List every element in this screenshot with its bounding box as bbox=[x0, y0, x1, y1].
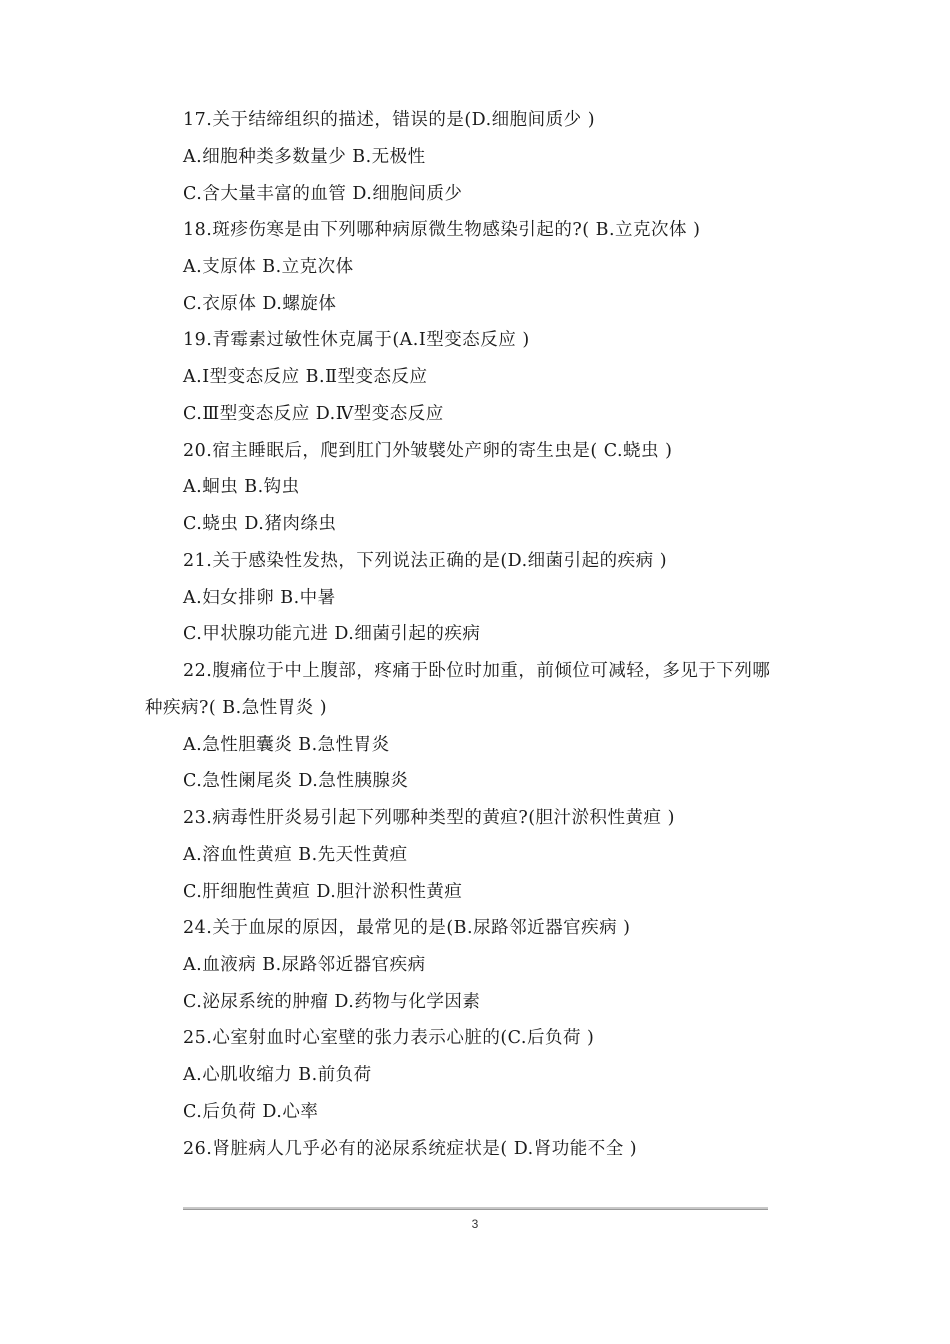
question-26: 26.肾脏病人几乎必有的泌尿系统症状是( D.肾功能不全 ) bbox=[183, 1139, 638, 1159]
question-20-options-ab: A.蛔虫 B.钩虫 bbox=[183, 477, 300, 497]
question-19-options-ab: A.Ⅰ型变态反应 B.Ⅱ型变态反应 bbox=[183, 367, 428, 387]
question-21-options-ab: A.妇女排卵 B.中暑 bbox=[183, 588, 336, 608]
question-20-options-cd: C.蛲虫 D.猪肉绦虫 bbox=[183, 514, 337, 534]
question-23-options-cd: C.肝细胞性黄疸 D.胆汁淤积性黄疸 bbox=[183, 882, 463, 902]
footer-divider bbox=[183, 1207, 768, 1210]
question-22-options-ab: A.急性胆囊炎 B.急性胃炎 bbox=[183, 735, 390, 755]
question-22: 22.腹痛位于中上腹部，疼痛于卧位时加重，前倾位可减轻，多见于下列哪 bbox=[183, 661, 771, 681]
question-19: 19.青霉素过敏性休克属于(A.Ⅰ型变态反应 ) bbox=[183, 330, 530, 350]
question-17: 17.关于结缔组织的描述，错误的是(D.细胞间质少 ) bbox=[183, 110, 596, 130]
question-19-options-cd: C.Ⅲ型变态反应 D.Ⅳ型变态反应 bbox=[183, 404, 444, 424]
question-24-options-ab: A.血液病 B.尿路邻近器官疾病 bbox=[183, 955, 426, 975]
question-25: 25.心室射血时心室壁的张力表示心脏的(C.后负荷 ) bbox=[183, 1028, 595, 1048]
question-17-options-ab: A.细胞种类多数量少 B.无极性 bbox=[183, 147, 426, 167]
question-22-options-cd: C.急性阑尾炎 D.急性胰腺炎 bbox=[183, 771, 409, 791]
question-25-options-ab: A.心肌收缩力 B.前负荷 bbox=[183, 1065, 372, 1085]
question-23: 23.病毒性肝炎易引起下列哪种类型的黄疸?(胆汁淤积性黄疸 ) bbox=[183, 808, 675, 828]
question-21-options-cd: C.甲状腺功能亢进 D.细菌引起的疾病 bbox=[183, 624, 481, 644]
question-17-options-cd: C.含大量丰富的血管 D.细胞间质少 bbox=[183, 184, 463, 204]
question-24-options-cd: C.泌尿系统的肿瘤 D.药物与化学因素 bbox=[183, 992, 481, 1012]
question-18-options-ab: A.支原体 B.立克次体 bbox=[183, 257, 354, 277]
question-22-continued: 种疾病?( B.急性胃炎 ) bbox=[145, 698, 328, 718]
question-25-options-cd: C.后负荷 D.心率 bbox=[183, 1102, 319, 1122]
question-21: 21.关于感染性发热，下列说法正确的是(D.细菌引起的疾病 ) bbox=[183, 551, 668, 571]
question-18-options-cd: C.衣原体 D.螺旋体 bbox=[183, 294, 337, 314]
question-23-options-ab: A.溶血性黄疸 B.先天性黄疸 bbox=[183, 845, 408, 865]
question-18: 18.斑疹伤寒是由下列哪种病原微生物感染引起的?( B.立克次体 ) bbox=[183, 220, 701, 240]
question-20: 20.宿主睡眠后，爬到肛门外皱襞处产卵的寄生虫是( C.蛲虫 ) bbox=[183, 441, 673, 461]
page-number: 3 bbox=[471, 1217, 479, 1231]
question-24: 24.关于血尿的原因，最常见的是(B.尿路邻近器官疾病 ) bbox=[183, 918, 631, 938]
